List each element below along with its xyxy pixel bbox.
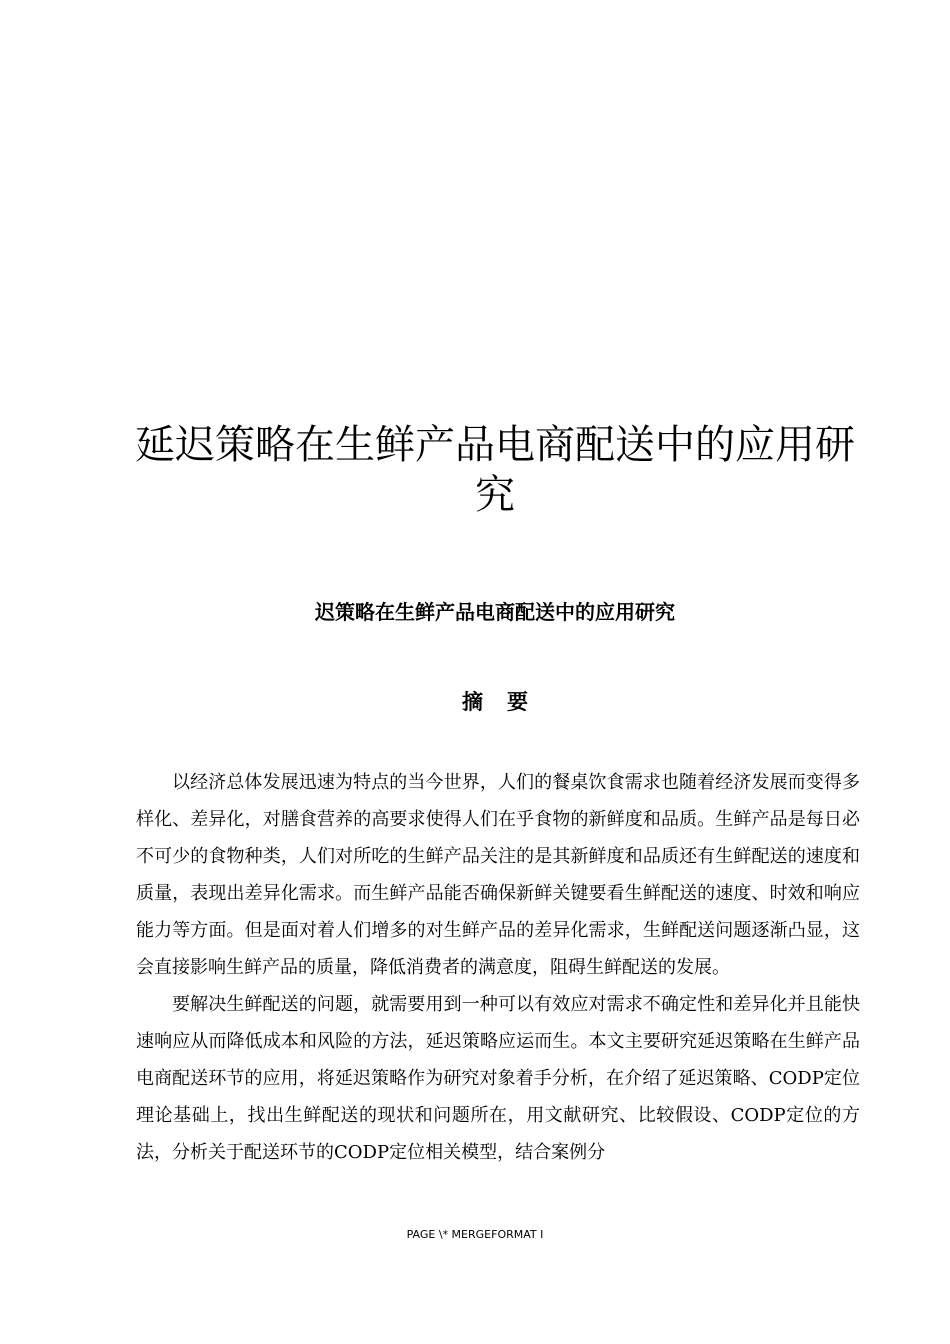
abstract-paragraph: 以经济总体发展迅速为特点的当今世界，人们的餐桌饮食需求也随着经济发展而变得多样化、差异化，对膳食营养的高要求使得人们在乎食物的新鲜度和品质。生鲜产品是每日必不可少的食物种类，人们对所吃的生鲜产品关注的是其新鲜度和品质还有生鲜配送的速度和质量，表现出差异化需求。而生鲜产品能否确保新鲜关键要看生鲜配送的速度、时效和响应能力等方面。但是面对着人们增多的对生鲜产品的差异化需求，生鲜配送问题逐渐凸显，这会直接影响生鲜产品的质量，降低消费者的满意度，阻碍生鲜配送的发展。 (136, 772, 860, 978)
abstract-heading: 摘要 (462, 689, 552, 714)
document-subtitle: 迟策略在生鲜产品电商配送中的应用研究 (315, 600, 675, 624)
abstract-paragraph: 要解决生鲜配送的问题，就需要用到一种可以有效应对需求不确定性和差异化并且能快速响应从而降低成本和风险的方法，延迟策略应运而生。本文主要研究延迟策略在生鲜产品电商配送环节的应用，将延迟策略作为研究对象着手分析，在介绍了延迟策略、CODP定位理论基础上，找出生鲜配送的现状和问题所在，用文献研究、比较假设、CODP定位的方法，分析关于配送环节的CODP定位相关模型，结合案例分 (136, 994, 860, 1163)
abstract-body (136, 764, 860, 1171)
page-footer: PAGE \* MERGEFORMAT I (406, 1228, 544, 1241)
document-title: 延迟策略在生鲜产品电商配送中的应用研究 (135, 422, 855, 518)
